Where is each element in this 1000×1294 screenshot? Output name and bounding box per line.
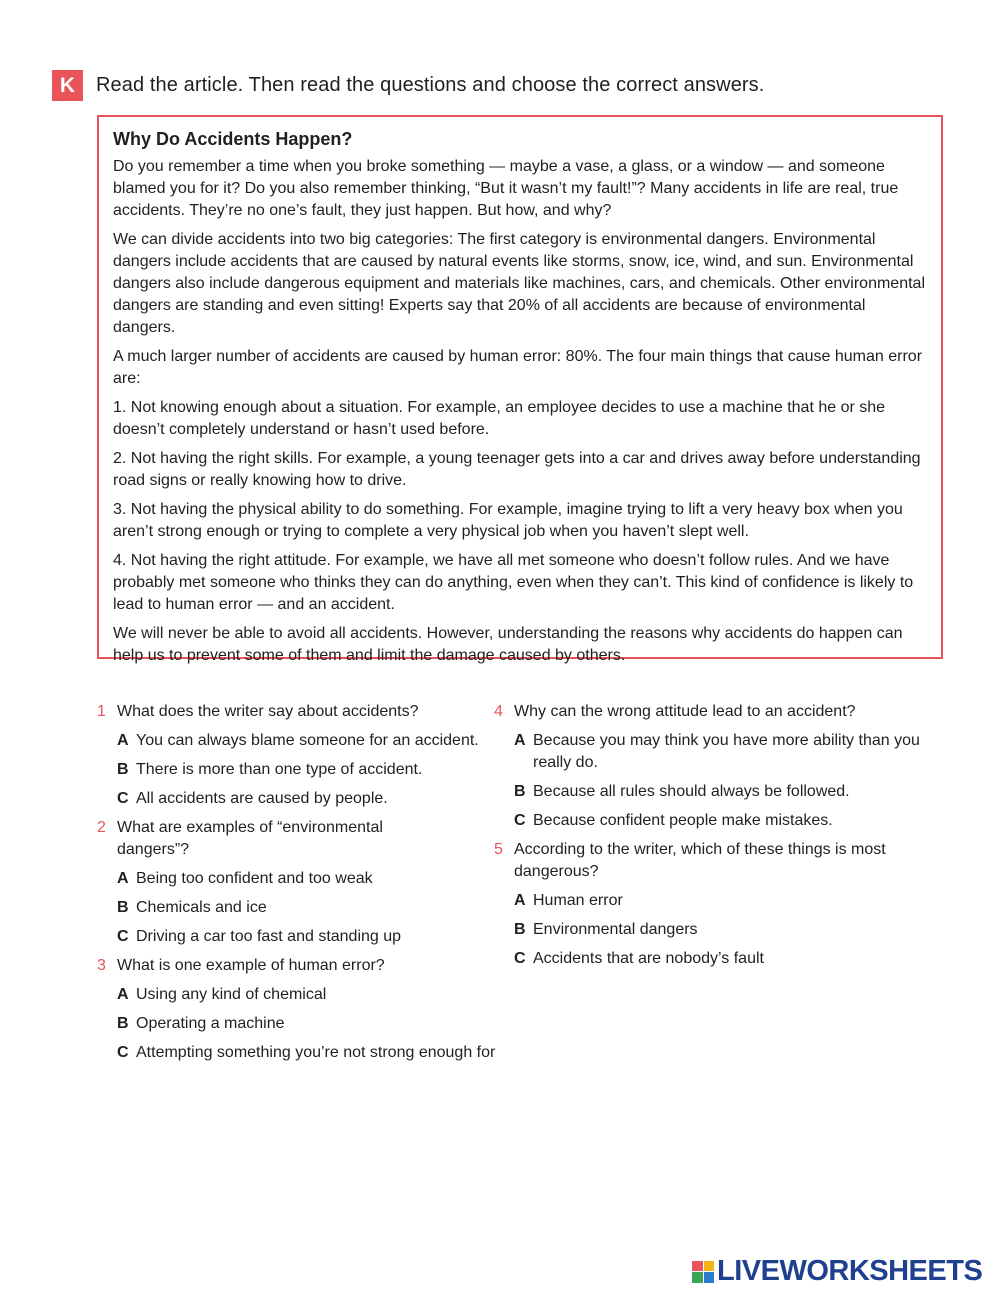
question-5 <box>494 839 944 883</box>
option-text: All accidents are caused by people. <box>136 790 388 807</box>
option-text: Attempting something you’re not strong enough for <box>136 1044 496 1061</box>
option-text: Environmental dangers <box>533 921 698 938</box>
article-paragraph: A much larger number of accidents are caused by human error: 80%. The four main things that cause human error are: <box>113 348 923 387</box>
question-1 <box>97 701 537 723</box>
option-letter: C <box>117 790 129 807</box>
question-3 <box>97 955 537 977</box>
question-number: 1 <box>97 703 106 720</box>
question-text: What is one example of human error? <box>117 957 385 974</box>
answer-option[interactable] <box>117 788 537 810</box>
answer-option[interactable] <box>117 759 537 781</box>
question-text: According to the writer, which of these things is most dangerous? <box>514 841 886 880</box>
option-text: Using any kind of chemical <box>136 986 327 1003</box>
instruction <box>52 70 764 101</box>
answer-option[interactable] <box>117 897 537 919</box>
answer-option[interactable] <box>117 926 537 948</box>
option-letter: A <box>117 870 129 887</box>
answer-option[interactable] <box>514 919 944 941</box>
article-paragraph: 3. Not having the physical ability to do something. For example, imagine trying to lift a very heavy box when you aren’t strong enough or trying to complete a very physical job when you haven’t slept well. <box>113 501 903 540</box>
question-text: What does the writer say about accidents? <box>117 703 419 720</box>
question-text: Why can the wrong attitude lead to an accident? <box>514 703 856 720</box>
answer-option[interactable] <box>117 1013 537 1035</box>
answer-option[interactable] <box>514 948 944 970</box>
question-4 <box>494 701 944 723</box>
section-badge: K <box>52 70 83 101</box>
option-text: Because you may think you have more ability than you really do. <box>533 732 920 771</box>
answer-option[interactable] <box>514 890 944 912</box>
article-paragraph: Do you remember a time when you broke something — maybe a vase, a glass, or a window — and someone blamed you for it? Do you also remember thinking, “But it wasn’t my fault!”? Many accidents in life are real, true accidents. They’re no one’s fault, they just happen. But how, and why? <box>113 158 899 219</box>
article-paragraph: We can divide accidents into two big categories: The first category is environmental dangers. Environmental dangers include accidents that are caused by natural events like storms, snow, ice, wind, and sun. Environmental dangers also include dangerous equipment and materials like machines, cars, and chemicals. Other environmental dangers are standing and even sitting! Experts say that 20% of all accidents are because of environmental dangers. <box>113 231 925 336</box>
option-text: Human error <box>533 892 623 909</box>
answer-option[interactable] <box>117 730 537 752</box>
option-letter: C <box>117 928 129 945</box>
option-letter: B <box>117 761 129 778</box>
option-letter: C <box>117 1044 129 1061</box>
option-text: Driving a car too fast and standing up <box>136 928 402 945</box>
option-text: Operating a machine <box>136 1015 285 1032</box>
option-letter: B <box>117 899 129 916</box>
liveworksheets-logo[interactable] <box>692 1255 982 1288</box>
option-text: Because confident people make mistakes. <box>533 812 833 829</box>
question-2 <box>97 817 537 861</box>
article-box <box>97 115 943 664</box>
option-letter: B <box>514 783 526 800</box>
option-letter: B <box>514 921 526 938</box>
question-number: 5 <box>494 841 503 858</box>
option-letter: A <box>514 732 526 749</box>
question-number: 2 <box>97 819 106 836</box>
option-letter: A <box>117 732 129 749</box>
questions-right-column <box>494 701 944 977</box>
question-text: What are examples of “environmental dangers”? <box>117 819 383 858</box>
answer-option[interactable] <box>117 1042 537 1064</box>
answer-option[interactable] <box>117 984 537 1006</box>
logo-text: LIVEWORKSHEETS <box>717 1255 983 1287</box>
answer-option[interactable] <box>514 730 944 774</box>
option-letter: C <box>514 950 526 967</box>
option-text: Because all rules should always be followed. <box>533 783 850 800</box>
answer-option[interactable] <box>514 810 944 832</box>
article-paragraph: 1. Not knowing enough about a situation. For example, an employee decides to use a machine that he or she doesn’t completely understand or hasn’t used before. <box>113 399 886 438</box>
article-paragraph: We will never be able to avoid all accidents. However, understanding the reasons why accidents do happen can help us to prevent some of them and limit the damage caused by others. <box>113 625 903 664</box>
question-number: 3 <box>97 957 106 974</box>
option-text: You can always blame someone for an accident. <box>136 732 479 749</box>
answer-option[interactable] <box>117 868 537 890</box>
option-text: Chemicals and ice <box>136 899 267 916</box>
option-letter: B <box>117 1015 129 1032</box>
option-text: Accidents that are nobody’s fault <box>533 950 764 967</box>
question-number: 4 <box>494 703 503 720</box>
liveworksheets-logo-icon <box>692 1261 714 1283</box>
article-paragraph: 4. Not having the right attitude. For example, we have all met someone who doesn’t follow rules. And we have probably met someone who thinks they can do anything, even when they can’t. This kind of confidence is likely to lead to human error — and an accident. <box>113 552 914 613</box>
option-letter: C <box>514 812 526 829</box>
article-title: Why Do Accidents Happen? <box>113 129 353 149</box>
answer-option[interactable] <box>514 781 944 803</box>
option-text: There is more than one type of accident. <box>136 761 423 778</box>
instruction-text: Read the article. Then read the questions and choose the correct answers. <box>96 74 765 96</box>
article-paragraph: 2. Not having the right skills. For example, a young teenager gets into a car and drives away before understanding road signs or really knowing how to drive. <box>113 450 921 489</box>
option-letter: A <box>117 986 129 1003</box>
questions-left-column <box>97 701 537 1071</box>
option-letter: A <box>514 892 526 909</box>
option-text: Being too confident and too weak <box>136 870 373 887</box>
